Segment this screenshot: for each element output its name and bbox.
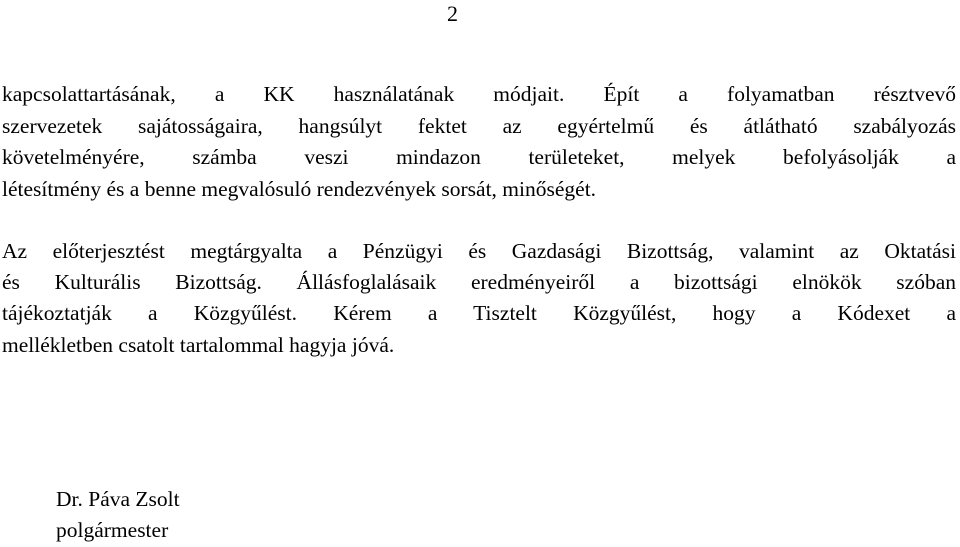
paragraph-2-line: Az előterjesztést megtárgyalta a Pénzügyi és Gazdasági Bizottság, valamint az Oktatási bbox=[2, 239, 956, 263]
paragraph-1-line: követelményére, számba veszi mindazon területeket, melyek befolyásolják a bbox=[2, 145, 956, 169]
paragraph-1-line: kapcsolattartásának, a KK használatának módjait. Épít a folyamatban résztvevő bbox=[2, 82, 956, 106]
paragraph-1-line: szervezetek sajátosságaira, hangsúlyt fektet az egyértelmű és átlátható szabályozás bbox=[2, 114, 956, 138]
paragraph-2-line: tájékoztatják a Közgyűlést. Kérem a Tisztelt Közgyűlést, hogy a Kódexet a bbox=[2, 301, 956, 325]
paragraph-2-line: mellékletben csatolt tartalommal hagyja jóvá. bbox=[2, 333, 395, 357]
page-number: 2 bbox=[447, 1, 458, 26]
signatory-name: Dr. Páva Zsolt bbox=[56, 487, 180, 511]
paragraph-2-line: és Kulturális Bizottság. Állásfoglalásaik eredményeiről a bizottsági elnökök szóban bbox=[2, 270, 956, 294]
paragraph-1-line: létesítmény és a benne megvalósuló rendezvények sorsát, minőségét. bbox=[2, 177, 597, 201]
signatory-title: polgármester bbox=[56, 518, 169, 542]
